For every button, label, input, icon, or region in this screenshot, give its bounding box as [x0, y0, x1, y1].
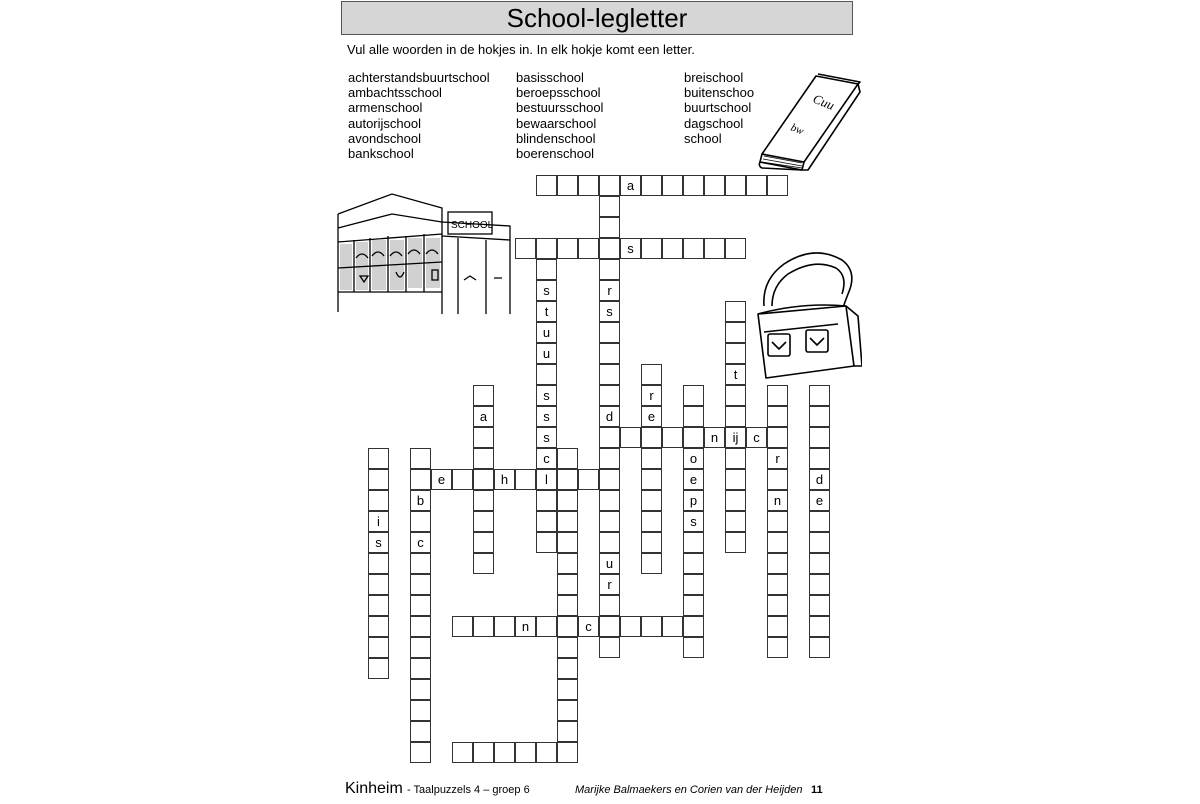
- crossword-cell[interactable]: [767, 532, 788, 553]
- crossword-cell[interactable]: [473, 553, 494, 574]
- crossword-cell[interactable]: r: [767, 448, 788, 469]
- word-list-item: armenschool: [348, 100, 423, 116]
- crossword-cell[interactable]: [536, 532, 557, 553]
- crossword-cell[interactable]: [809, 385, 830, 406]
- crossword-cell[interactable]: [641, 490, 662, 511]
- building-sign-text: SCHOOL: [451, 220, 494, 231]
- word-list-item: avondschool: [348, 130, 421, 146]
- crossword-cell[interactable]: [410, 448, 431, 469]
- word-list-item: boerenschool: [516, 146, 595, 162]
- crossword-cell[interactable]: e: [683, 469, 704, 490]
- crossword-cell[interactable]: [809, 595, 830, 616]
- crossword-cell[interactable]: [620, 616, 641, 637]
- crossword-cell[interactable]: [599, 595, 620, 616]
- crossword-cell[interactable]: [578, 238, 599, 259]
- book-cover-text-2: bw: [788, 121, 806, 138]
- crossword-cell[interactable]: [809, 616, 830, 637]
- school-building-illustration: [336, 192, 512, 314]
- crossword-cell[interactable]: [557, 595, 578, 616]
- crossword-cell[interactable]: [767, 637, 788, 658]
- crossword-cell[interactable]: [557, 679, 578, 700]
- crossword-cell[interactable]: [557, 721, 578, 742]
- crossword-cell[interactable]: r: [641, 385, 662, 406]
- word-list-item: achterstandsbuurtschool: [348, 70, 490, 85]
- crossword-cell[interactable]: [704, 175, 725, 196]
- crossword-cell[interactable]: [725, 175, 746, 196]
- crossword-cell[interactable]: [599, 364, 620, 385]
- crossword-cell[interactable]: e: [641, 406, 662, 427]
- page-number: 11: [811, 784, 823, 796]
- crossword-cell[interactable]: [599, 448, 620, 469]
- crossword-cell[interactable]: [662, 175, 683, 196]
- crossword-cell[interactable]: [662, 238, 683, 259]
- crossword-cell[interactable]: [641, 448, 662, 469]
- crossword-cell[interactable]: [557, 469, 578, 490]
- crossword-cell[interactable]: t: [725, 364, 746, 385]
- crossword-cell[interactable]: [704, 238, 725, 259]
- crossword-cell[interactable]: [557, 658, 578, 679]
- footer-subtitle: - Taalpuzzels 4 – groep 6: [407, 784, 530, 796]
- crossword-cell[interactable]: [725, 532, 746, 553]
- crossword-cell[interactable]: [368, 553, 389, 574]
- crossword-cell[interactable]: [599, 238, 620, 259]
- crossword-cell[interactable]: c: [536, 448, 557, 469]
- crossword-cell[interactable]: [767, 385, 788, 406]
- crossword-cell[interactable]: t: [536, 301, 557, 322]
- instruction-text: Vul alle woorden in de hokjes in. In elk hokje komt een letter.: [347, 42, 695, 57]
- crossword-cell[interactable]: [683, 238, 704, 259]
- crossword-cell[interactable]: [536, 238, 557, 259]
- crossword-cell[interactable]: [683, 385, 704, 406]
- crossword-cell[interactable]: [641, 532, 662, 553]
- crossword-cell[interactable]: [683, 637, 704, 658]
- crossword-cell[interactable]: [767, 175, 788, 196]
- crossword-cell[interactable]: [683, 553, 704, 574]
- crossword-cell[interactable]: [557, 616, 578, 637]
- crossword-cell[interactable]: [683, 175, 704, 196]
- crossword-cell[interactable]: [557, 490, 578, 511]
- crossword-cell[interactable]: [599, 637, 620, 658]
- crossword-cell[interactable]: [641, 175, 662, 196]
- crossword-cell[interactable]: [368, 490, 389, 511]
- crossword-cell[interactable]: [599, 196, 620, 217]
- crossword-cell[interactable]: [473, 427, 494, 448]
- crossword-cell[interactable]: [809, 427, 830, 448]
- crossword-cell[interactable]: ij: [725, 427, 746, 448]
- crossword-cell[interactable]: [809, 406, 830, 427]
- crossword-cell[interactable]: n: [767, 490, 788, 511]
- word-list-item: beroepsschool: [516, 85, 601, 101]
- crossword-cell[interactable]: [536, 490, 557, 511]
- crossword-cell[interactable]: [683, 616, 704, 637]
- crossword-cell[interactable]: [410, 742, 431, 763]
- crossword-cell[interactable]: [641, 616, 662, 637]
- page-footer: [345, 780, 845, 804]
- crossword-cell[interactable]: [599, 490, 620, 511]
- crossword-cell[interactable]: [410, 553, 431, 574]
- crossword-cell[interactable]: [410, 616, 431, 637]
- crossword-cell[interactable]: c: [578, 616, 599, 637]
- crossword-cell[interactable]: [767, 616, 788, 637]
- crossword-cell[interactable]: [473, 616, 494, 637]
- crossword-cell[interactable]: [725, 343, 746, 364]
- crossword-cell[interactable]: [410, 595, 431, 616]
- crossword-cell[interactable]: [557, 742, 578, 763]
- crossword-cell[interactable]: [725, 385, 746, 406]
- crossword-cell[interactable]: [536, 742, 557, 763]
- crossword-cell[interactable]: a: [473, 406, 494, 427]
- crossword-cell[interactable]: [452, 616, 473, 637]
- crossword-cell[interactable]: u: [536, 322, 557, 343]
- word-list-item: basisschool: [516, 70, 584, 85]
- crossword-cell[interactable]: [599, 427, 620, 448]
- crossword-cell[interactable]: d: [599, 406, 620, 427]
- crossword-cell[interactable]: c: [410, 532, 431, 553]
- crossword-cell[interactable]: [410, 700, 431, 721]
- crossword-cell[interactable]: [536, 259, 557, 280]
- book-cover-text-1: Cuu: [810, 90, 837, 113]
- crossword-cell[interactable]: a: [620, 175, 641, 196]
- crossword-cell[interactable]: b: [410, 490, 431, 511]
- word-list-item: dagschool: [684, 115, 744, 131]
- crossword-cell[interactable]: [578, 175, 599, 196]
- crossword-cell[interactable]: [683, 574, 704, 595]
- crossword-cell[interactable]: s: [620, 238, 641, 259]
- crossword-cell[interactable]: [809, 448, 830, 469]
- crossword-cell[interactable]: [473, 448, 494, 469]
- crossword-cell[interactable]: r: [599, 574, 620, 595]
- crossword-cell[interactable]: c: [746, 427, 767, 448]
- crossword-cell[interactable]: [725, 322, 746, 343]
- crossword-cell[interactable]: [557, 511, 578, 532]
- word-list-item: buurtschool: [684, 100, 752, 116]
- book-illustration: [754, 70, 864, 172]
- crossword-cell[interactable]: [809, 574, 830, 595]
- crossword-cell[interactable]: [368, 637, 389, 658]
- footer-authors: Marijke Balmaekers en Corien van der Heijden: [575, 784, 803, 796]
- word-list-item: bewaarschool: [516, 115, 597, 131]
- crossword-cell[interactable]: [536, 175, 557, 196]
- crossword-cell[interactable]: [410, 679, 431, 700]
- crossword-cell[interactable]: [641, 511, 662, 532]
- crossword-cell[interactable]: [410, 721, 431, 742]
- word-list-item: school: [684, 130, 722, 146]
- crossword-cell[interactable]: [368, 469, 389, 490]
- crossword-cell[interactable]: [515, 238, 536, 259]
- crossword-cell[interactable]: [725, 238, 746, 259]
- crossword-cell[interactable]: [410, 637, 431, 658]
- school-satchel-illustration: [754, 250, 862, 384]
- crossword-cell[interactable]: h: [494, 469, 515, 490]
- crossword-cell[interactable]: p: [683, 490, 704, 511]
- crossword-cell[interactable]: [557, 448, 578, 469]
- crossword-cell[interactable]: [599, 616, 620, 637]
- crossword-cell[interactable]: [452, 742, 473, 763]
- crossword-cell[interactable]: [767, 511, 788, 532]
- crossword-cell[interactable]: r: [599, 280, 620, 301]
- crossword-cell[interactable]: [683, 532, 704, 553]
- page-title: School-legletter: [506, 2, 688, 33]
- crossword-cell[interactable]: [599, 217, 620, 238]
- crossword-cell[interactable]: [536, 364, 557, 385]
- crossword-cell[interactable]: [641, 553, 662, 574]
- crossword-cell[interactable]: [536, 616, 557, 637]
- crossword-cell[interactable]: [725, 490, 746, 511]
- crossword-cell[interactable]: [599, 511, 620, 532]
- crossword-cell[interactable]: [767, 406, 788, 427]
- crossword-cell[interactable]: s: [368, 532, 389, 553]
- word-list-item: ambachtsschool: [348, 85, 442, 101]
- crossword-cell[interactable]: [599, 343, 620, 364]
- crossword-cell[interactable]: [557, 532, 578, 553]
- crossword-cell[interactable]: o: [683, 448, 704, 469]
- crossword-cell[interactable]: s: [536, 385, 557, 406]
- word-list-item: buitenschoo: [684, 85, 755, 101]
- crossword-cell[interactable]: [410, 574, 431, 595]
- crossword-cell[interactable]: [599, 259, 620, 280]
- crossword-cell[interactable]: [494, 742, 515, 763]
- crossword-cell[interactable]: [557, 175, 578, 196]
- crossword-cell[interactable]: [410, 658, 431, 679]
- crossword-cell[interactable]: n: [515, 616, 536, 637]
- crossword-cell[interactable]: [536, 511, 557, 532]
- crossword-cell[interactable]: [578, 469, 599, 490]
- crossword-cell[interactable]: [599, 175, 620, 196]
- crossword-cell[interactable]: [368, 595, 389, 616]
- crossword-cell[interactable]: [683, 427, 704, 448]
- crossword-cell[interactable]: [473, 742, 494, 763]
- crossword-cell[interactable]: [662, 427, 683, 448]
- crossword-cell[interactable]: [557, 637, 578, 658]
- crossword-cell[interactable]: [368, 574, 389, 595]
- crossword-cell[interactable]: u: [599, 553, 620, 574]
- crossword-cell[interactable]: s: [536, 427, 557, 448]
- crossword-cell[interactable]: [599, 532, 620, 553]
- word-list-item: autorijschool: [348, 115, 421, 131]
- crossword-cell[interactable]: [473, 532, 494, 553]
- crossword-cell[interactable]: [809, 553, 830, 574]
- crossword-cell[interactable]: [599, 469, 620, 490]
- crossword-cell[interactable]: [368, 658, 389, 679]
- crossword-cell[interactable]: s: [683, 511, 704, 532]
- crossword-cell[interactable]: [473, 469, 494, 490]
- worksheet-title-bar: [341, 1, 853, 35]
- crossword-cell[interactable]: [368, 448, 389, 469]
- crossword-cell[interactable]: [410, 511, 431, 532]
- word-list-item: bankschool: [348, 146, 414, 162]
- crossword-cell[interactable]: [515, 742, 536, 763]
- crossword-cell[interactable]: [599, 385, 620, 406]
- crossword-cell[interactable]: u: [536, 343, 557, 364]
- crossword-cell[interactable]: [620, 427, 641, 448]
- crossword-cell[interactable]: [641, 238, 662, 259]
- footer-brand: Kinheim: [345, 780, 403, 797]
- crossword-cell[interactable]: [473, 511, 494, 532]
- crossword-cell[interactable]: [767, 469, 788, 490]
- word-list-column-3: [684, 70, 754, 146]
- crossword-cell[interactable]: [809, 511, 830, 532]
- crossword-cell[interactable]: [746, 175, 767, 196]
- crossword-cell[interactable]: [473, 490, 494, 511]
- crossword-cell[interactable]: [641, 469, 662, 490]
- word-list-item: breischool: [684, 70, 744, 85]
- crossword-cell[interactable]: s: [536, 280, 557, 301]
- crossword-cell[interactable]: [641, 364, 662, 385]
- crossword-cell[interactable]: s: [599, 301, 620, 322]
- crossword-cell[interactable]: [725, 469, 746, 490]
- crossword-cell[interactable]: [767, 574, 788, 595]
- crossword-cell[interactable]: [557, 553, 578, 574]
- crossword-cell[interactable]: [767, 427, 788, 448]
- crossword-cell[interactable]: [683, 595, 704, 616]
- crossword-cell[interactable]: [809, 532, 830, 553]
- crossword-cell[interactable]: s: [536, 406, 557, 427]
- crossword-cell[interactable]: [452, 469, 473, 490]
- word-list-item: blindenschool: [516, 130, 596, 146]
- crossword-cell[interactable]: [557, 238, 578, 259]
- crossword-cell[interactable]: [725, 406, 746, 427]
- crossword-cell[interactable]: [557, 574, 578, 595]
- word-list-column-2: [516, 70, 603, 161]
- crossword-cell[interactable]: [683, 406, 704, 427]
- crossword-cell[interactable]: [767, 595, 788, 616]
- crossword-cell[interactable]: [725, 301, 746, 322]
- crossword-cell[interactable]: [767, 553, 788, 574]
- word-list-column-1: [348, 70, 490, 161]
- crossword-cell[interactable]: [809, 637, 830, 658]
- crossword-cell[interactable]: [368, 616, 389, 637]
- word-list-item: bestuursschool: [516, 100, 604, 116]
- crossword-cell[interactable]: [641, 427, 662, 448]
- crossword-cell[interactable]: [725, 448, 746, 469]
- crossword-cell[interactable]: l: [536, 469, 557, 490]
- crossword-cell[interactable]: e: [809, 490, 830, 511]
- crossword-cell[interactable]: [599, 322, 620, 343]
- crossword-cell[interactable]: [410, 469, 431, 490]
- crossword-cell[interactable]: d: [809, 469, 830, 490]
- crossword-cell[interactable]: [494, 616, 515, 637]
- crossword-cell[interactable]: [473, 385, 494, 406]
- crossword-cell[interactable]: e: [431, 469, 452, 490]
- crossword-cell[interactable]: [557, 700, 578, 721]
- crossword-cell[interactable]: [725, 511, 746, 532]
- crossword-cell[interactable]: i: [368, 511, 389, 532]
- crossword-cell[interactable]: [662, 616, 683, 637]
- crossword-cell[interactable]: n: [704, 427, 725, 448]
- crossword-cell[interactable]: [515, 469, 536, 490]
